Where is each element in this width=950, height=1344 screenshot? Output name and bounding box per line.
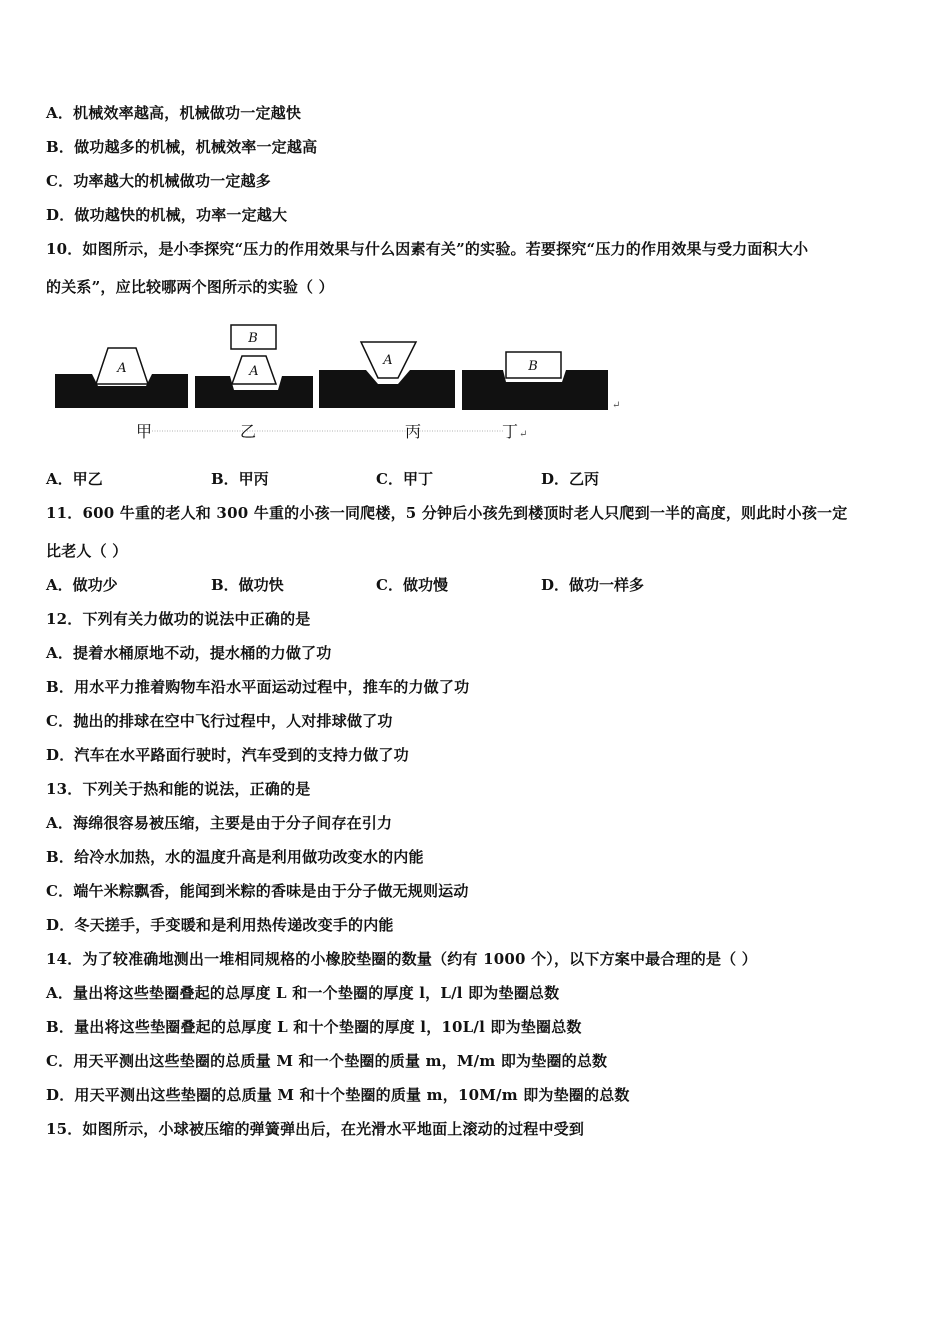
block-b-label-ding: B (528, 359, 538, 374)
q10-stem-line2: 的关系”，应比较哪两个图所示的实验（ ） (46, 278, 334, 296)
q10-stem-line1: 10．如图所示，是小李探究“压力的作用效果与什么因素有关”的实验。若要探究“压力的作用效果与受力面积大小 (46, 240, 809, 258)
block-b-label-yi: B (248, 331, 258, 346)
q11-stem-line1: 11．600 牛重的老人和 300 牛重的小孩一同爬楼，5 分钟后小孩先到楼顶时老人只爬到一半的高度，则此时小孩一定 (46, 504, 848, 522)
q11-option-b: B．做功快 (211, 576, 284, 594)
q14-option-d: D．用天平测出这些垫圈的总质量 M 和十个垫圈的质量 m，10M/m 即为垫圈的总数 (46, 1086, 630, 1104)
block-a-label-bing: A (383, 353, 393, 368)
sponge-bing (319, 342, 455, 408)
caption-yi: 乙 (240, 422, 257, 441)
return-mark: ↵ (612, 400, 621, 411)
q13-option-c: C．端午米粽飘香，能闻到米粽的香味是由于分子做无规则运动 (46, 882, 469, 900)
pressure-experiment-figure (0, 318, 950, 448)
caption-return-mark: ↵ (519, 429, 528, 440)
q13-option-a: A．海绵很容易被压缩，主要是由于分子间存在引力 (46, 814, 393, 832)
q14-option-b: B．量出将这些垫圈叠起的总厚度 L 和十个垫圈的厚度 l，10L/l 即为垫圈总数 (46, 1018, 582, 1036)
q12-option-a: A．提着水桶原地不动，提水桶的力做了功 (46, 644, 332, 662)
q10-option-b: B．甲丙 (211, 470, 269, 488)
sponge-jia (55, 348, 188, 408)
q9-option-a: A．机械效率越高，机械做功一定越快 (46, 104, 302, 122)
sponge-yi (195, 325, 313, 408)
q11-option-a: A．做功少 (46, 576, 118, 594)
q11-option-c: C．做功慢 (376, 576, 448, 594)
q15-stem: 15．如图所示，小球被压缩的弹簧弹出后，在光滑水平地面上滚动的过程中受到 (46, 1120, 585, 1138)
q14-stem: 14．为了较准确地测出一堆相同规格的小橡胶垫圈的数量（约有 1000 个），以下方案中最合理的是（ ） (46, 950, 757, 968)
q10-option-d: D．乙丙 (541, 470, 600, 488)
q11-stem-line2: 比老人（ ） (46, 542, 128, 560)
q9-option-c: C．功率越大的机械做功一定越多 (46, 172, 271, 190)
q14-option-c: C．用天平测出这些垫圈的总质量 M 和一个垫圈的质量 m，M/m 即为垫圈的总数 (46, 1052, 608, 1070)
q10-option-c: C．甲丁 (376, 470, 433, 488)
block-a-label-yi: A (249, 364, 259, 379)
q14-option-a: A．量出将这些垫圈叠起的总厚度 L 和一个垫圈的厚度 l，L/l 即为垫圈总数 (46, 984, 560, 1002)
q12-option-b: B．用水平力推着购物车沿水平面运动过程中，推车的力做了功 (46, 678, 470, 696)
q12-option-c: C．抛出的排球在空中飞行过程中，人对排球做了功 (46, 712, 393, 730)
sponge-ding (462, 352, 608, 410)
q11-option-d: D．做功一样多 (541, 576, 645, 594)
q12-stem: 12．下列有关力做功的说法中正确的是 (46, 610, 311, 628)
q12-option-d: D．汽车在水平路面行驶时，汽车受到的支持力做了功 (46, 746, 409, 764)
q10-option-a: A．甲乙 (46, 470, 103, 488)
q9-option-b: B．做功越多的机械，机械效率一定越高 (46, 138, 318, 156)
block-a-label-jia: A (117, 361, 127, 376)
q13-option-b: B．给冷水加热，水的温度升高是利用做功改变水的内能 (46, 848, 424, 866)
q13-stem: 13．下列关于热和能的说法，正确的是 (46, 780, 311, 798)
q9-option-d: D．做功越快的机械，功率一定越大 (46, 206, 288, 224)
q13-option-d: D．冬天搓手，手变暖和是利用热传递改变手的内能 (46, 916, 394, 934)
caption-jia: 甲 (136, 422, 153, 441)
caption-ding: 丁 (502, 422, 519, 441)
caption-bing: 丙 (405, 422, 422, 441)
